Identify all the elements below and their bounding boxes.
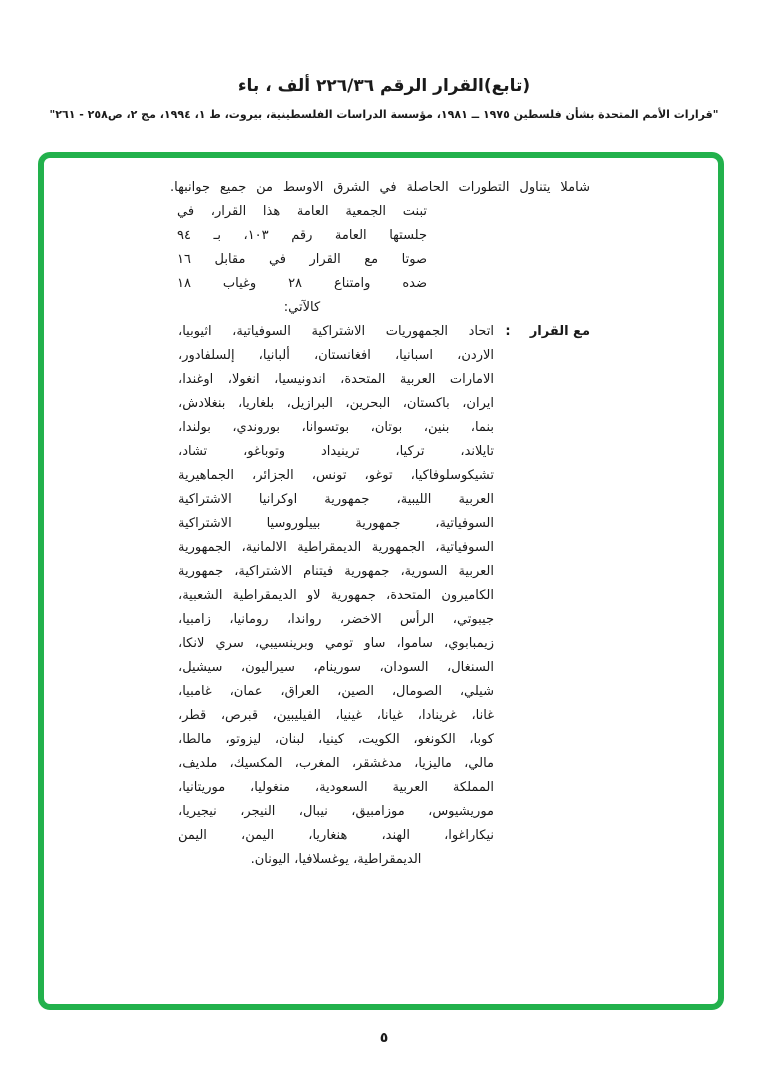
adoption-paragraph — [177, 200, 427, 320]
text-line: غانا، غرينادا، غيانا، غينيا، الفيليبين، قبرص، قطر، — [178, 708, 494, 723]
resolution-title: (تابع)القرار الرقم ٢٢٦/٣٦ ألف ، باء — [237, 76, 531, 96]
text-line: ايران، باكستان، البحرين، البرازيل، بلغاريا، بنغلادش، — [178, 396, 494, 411]
vote-with-row — [170, 320, 590, 872]
vote-with-separator: : — [505, 324, 511, 339]
text-line: الكاميرون المتحدة، جمهورية لاو الديمقراطية الشعبية، — [178, 588, 494, 603]
text-line: بنما، بنين، بوتان، بوتسوانا، بوروندي، بولندا، — [178, 420, 494, 435]
text-line: ضده وامتناع ٢٨ وغياب ١٨ — [177, 276, 428, 291]
text-line: تبنت الجمعية العامة هذا القرار، في — [177, 204, 427, 219]
page-number: ٥ — [379, 1030, 389, 1046]
text-line: العربية الليبية، جمهورية اوكرانيا الاشتراكية — [178, 492, 494, 507]
text-line: الديمقراطية، يوغسلافيا، اليونان. — [250, 852, 422, 867]
text-line: موريشيوس، موزامبيق، نيبال، النيجر، نيجيريا، — [178, 804, 494, 819]
vote-with-label: مع القرار — [529, 324, 590, 339]
adoption-colon-line: كالآتي: — [283, 300, 321, 315]
intro-paragraph-line: شاملا يتناول التطورات الحاصلة في الشرق الاوسط من جميع جوانبها. — [170, 180, 590, 195]
text-line: تايلاند، تركيا، ترينيداد وتوباغو، تشاد، — [178, 444, 494, 459]
text-line: السوفياتية، الجمهورية الديمقراطية الالمانية، الجمهورية — [178, 540, 494, 555]
body-text-block — [170, 176, 590, 872]
text-line: الامارات العربية المتحدة، اندونيسيا، انغولا، اوغندا، — [178, 372, 494, 387]
text-line: شيلي، الصومال، الصين، العراق، عمان، غامبيا، — [178, 684, 494, 699]
adoption-lines — [177, 200, 427, 296]
text-line: الاردن، اسبانيا، افغانستان، ألبانيا، إلسلفادور، — [178, 348, 494, 363]
text-line: اتحاد الجمهوريات الاشتراكية السوفياتية، اثيوبيا، — [178, 324, 494, 339]
text-line: مالي، ماليزيا، مدغشقر، المغرب، المكسيك، ملديف، — [178, 756, 494, 771]
text-line: زيمبابوي، ساموا، ساو تومي وبرينسيبي، سري لانكا، — [178, 636, 494, 651]
text-line: السوفياتية، جمهورية بييلوروسيا الاشتراكية — [178, 516, 494, 531]
text-line: نيكاراغوا، الهند، هنغاريا، اليمن، اليمن — [178, 828, 494, 843]
text-line: صوتا مع القرار في مقابل ١٦ — [177, 252, 427, 267]
text-line: تشيكوسلوفاكيا، توغو، تونس، الجزائر، الجماهيرية — [178, 468, 494, 483]
text-line: جيبوتي، الرأس الاخضر، رواندا، رومانيا، زامبيا، — [178, 612, 494, 627]
text-line: السنغال، السودان، سورينام، سيراليون، سيشيل، — [178, 660, 494, 675]
vote-with-country-list — [178, 320, 494, 872]
text-line: المملكة العربية السعودية، منغوليا، موريتانيا، — [178, 780, 494, 795]
text-line: جلستها العامة رقم ١٠٣، بـ ٩٤ — [177, 228, 428, 243]
source-citation: "قرارات الأمم المتحدة بشأن فلسطين ١٩٧٥ ــ ١٩٨١، مؤسسة الدراسات الفلسطينية، بيروت، ط ١، ١٩٩٤، مج ٢، ص٢٥٨ - ٢٦١" — [49, 108, 719, 121]
text-line: كوبا، الكونغو، الكويت، كينيا، لبنان، ليزوتو، مالطا، — [178, 732, 494, 747]
text-line: العربية السورية، جمهورية فيتنام الاشتراكية، جمهورية — [178, 564, 494, 579]
